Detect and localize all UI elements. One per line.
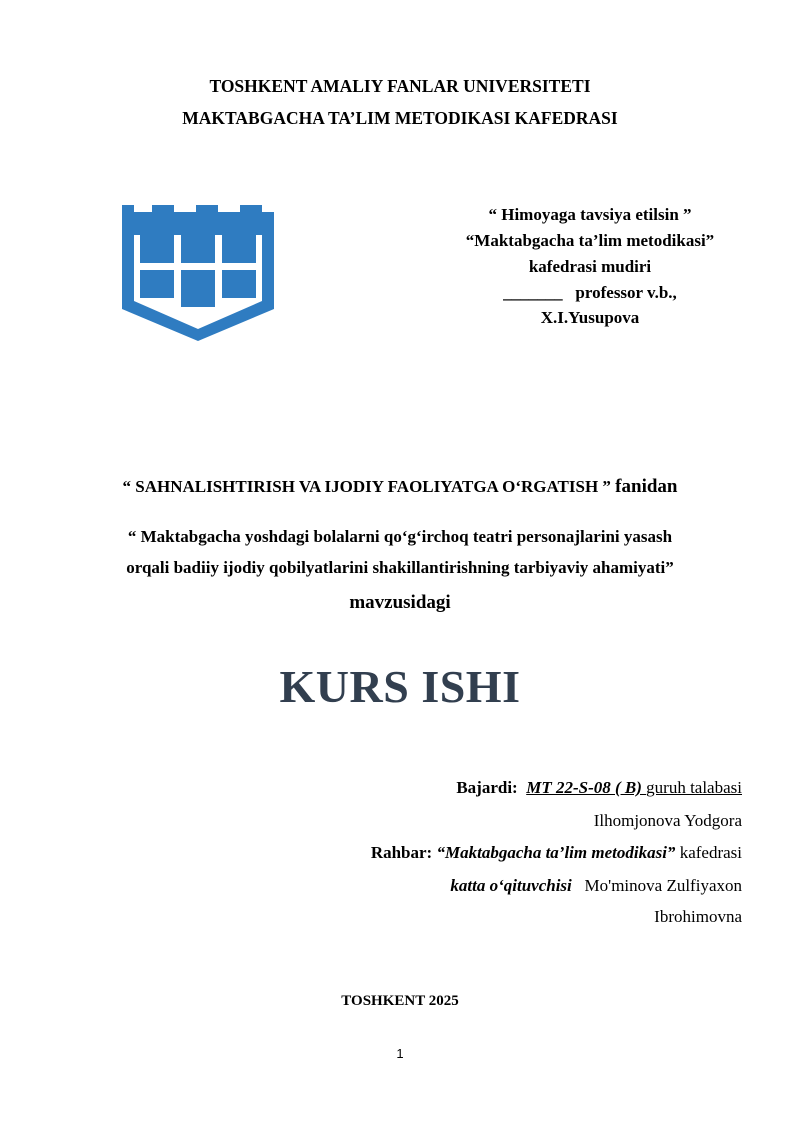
topic-line-3: mavzusidagi <box>349 592 451 613</box>
approver-name: X.I.Yusupova <box>540 308 640 327</box>
approval-line-1: “ Himoyaga tavsiya etilsin ” <box>488 205 692 224</box>
supervisor-line <box>371 843 742 863</box>
supervisor-label: Rahbar: <box>370 843 433 862</box>
logo-block <box>222 270 256 298</box>
university-name: TOSHKENT AMALIY FANLAR UNIVERSITETI <box>209 76 591 96</box>
page-number: 1 <box>396 1046 404 1061</box>
supervisor-position: katta o‘qituvchisi <box>450 876 572 895</box>
supervisor-department: “Maktabgacha ta’lim metodikasi” <box>436 843 676 862</box>
author-group: MT 22-S-08 ( B) <box>526 778 647 797</box>
document-type: KURS ISHI <box>279 661 521 712</box>
supervisor-position-line <box>450 876 742 896</box>
logo-block <box>181 235 215 263</box>
subject-suffix: fanidan <box>615 476 678 497</box>
topic-line-1: “ Maktabgacha yoshdagi bolalarni qo‘g‘irchoq teatri personajlarini yasash <box>127 527 673 546</box>
department-name: MAKTABGACHA TA’LIM METODIKASI KAFEDRASI <box>182 108 618 128</box>
logo-block <box>181 275 215 307</box>
supervisor-name: Mo'minova Zulfiyaxon <box>584 876 742 895</box>
author-name: Ilhomjonova Yodgora <box>593 811 742 830</box>
university-shield-logo <box>122 205 274 341</box>
city-year: TOSHKENT 2025 <box>341 993 459 1009</box>
author-group-suffix: guruh talabasi <box>646 778 742 797</box>
approval-line-3: kafedrasi mudiri <box>528 257 652 276</box>
logo-block <box>222 235 256 263</box>
subject-name: “ SAHNALISHTIRISH VA IJODIY FAOLIYATGA O‘RGATISH ” <box>122 477 611 496</box>
approval-line-4 <box>430 283 750 303</box>
approver-title: professor v.b., <box>575 283 677 302</box>
logo-block <box>140 270 174 298</box>
topic-line-2: orqali badiiy ijodiy qobilyatlarini shakillantirishning tarbiyaviy ahamiyati” <box>126 558 674 577</box>
approval-line-2: “Maktabgacha ta’lim metodikasi” <box>465 231 715 250</box>
logo-block <box>140 235 174 263</box>
subject-line <box>0 476 800 498</box>
supervisor-department-suffix: kafedrasi <box>679 843 742 862</box>
author-line <box>456 778 742 798</box>
supervisor-name-2: Ibrohimovna <box>654 907 742 926</box>
signature-blank: _______ <box>503 283 563 302</box>
author-label: Bajardi: <box>456 778 518 797</box>
